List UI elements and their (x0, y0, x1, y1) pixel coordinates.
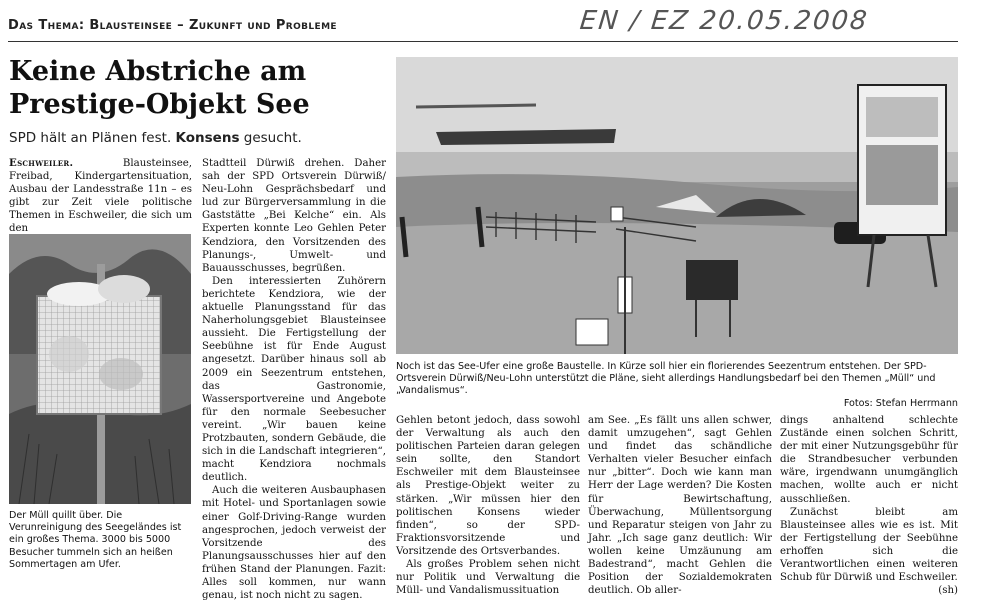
lake-construction-photo (396, 57, 958, 354)
paragraph: Den interessierten Zuhörern berichtete Kendziora, wie der aktuelle Planungsstand für das Naherholungsgebiet Blausteinsee aussieht. Die Fertigstellung der Seebühne ist für Ende August angesetzt. Darüber hinaus soll ab 2009 ein Seezentrum entstehen, das Gastronomie, Wassersportvereine und Angebote für den normale Seebesucher vereint. „Wir bauen keine Protzbauten, sondern Gebäude, die sich in die Landschaft integrieren“, macht Kendziora nochmals deutlich. (202, 275, 386, 484)
trash-basket-photo (9, 234, 191, 504)
header-rule (8, 41, 958, 42)
photo-large-caption: Noch ist das See-Ufer eine große Baustelle. In Kürze soll hier ein florierendes Seezentrum entstehen. Der SPD-Ortsverein Dürwiß/Neu-Lohn unterstützt die Pläne, sieht allerdings Handlungsbedarf bei den Themen „Müll“ und „Vandalismus“. Fotos: Stefan Herrmann (396, 361, 958, 409)
subheadline: SPD hält an Plänen fest. Konsens gesucht. (9, 130, 302, 146)
paragraph: Gehlen betont jedoch, dass sowohl der Verwaltung als auch den politischen Parteien daran gelegen sein sollte, den Standort Eschweiler mit dem Blausteinsee als Prestige-Objekt weiter zu stärken. „Wir müssen hier den politischen Konsens wieder finden“, so der SPD-Fraktionsvorsitzende und Vorsitzende des Ortsverbandes. (396, 415, 580, 557)
section-kicker: Das Thema: Blausteinsee – Zukunft und Probleme (8, 18, 337, 33)
article-column-3 (396, 414, 580, 597)
article-column-2 (202, 157, 386, 602)
article-column-5 (780, 414, 958, 597)
paragraph: Zunächst bleibt am Blausteinsee alles wie es ist. Mit der Fertigstellung der Seebühne erhoffen sich die Verantwortlichen einen weiteren Schub für Dürwiß und Eschweiler. (sh) (780, 506, 958, 597)
headline: Keine Abstriche am Prestige-Objekt See (9, 56, 310, 120)
article-column-1-intro: Eschweiler. Blausteinsee, Freibad, Kindergartensituation, Ausbau der Landesstraße 11n – es gibt zur Zeit viele politische Themen in Eschweiler, die sich um den (9, 157, 192, 235)
article-column-4 (588, 414, 772, 597)
photo-small-caption: Der Müll quillt über. Die Verunreinigung des Seegeländes ist ein großes Thema. 3000 bis 5000 Besucher tummeln sich an heißen Sommertagen am Ufer. (9, 510, 182, 570)
paragraph: am See. „Es fällt uns allen schwer, damit umzugehen“, sagt Gehlen und findet das schändliche Verhalten vieler Besucher einfach nur „bitter“. Doch wie kann man Herr der Lage werden? Die Kosten für Bewirtschaftung, Überwachung, Müllentsorgung und Reparatur steigen von Jahr zu Jahr. „Ich sage ganz deutlich: Wir wollen keine Umzäunung am Badestrand“, macht Gehlen die Position der Sozialdemokraten deutlich. Ob aller- (588, 415, 772, 597)
author-signature: (sh) (938, 585, 958, 597)
dateline: Eschweiler. (9, 157, 74, 169)
paragraph: Auch die weiteren Ausbauphasen mit Hotel- und Sportanlagen sowie einer Golf-Driving-Range wurden angesprochen, jedoch verweist der Vorsitzende des Planungsausschusses hier auf den frühen Stand der Planungen. Fazit: Alles soll kommen, nur wann genau, ist noch nicht zu sagen. (202, 485, 386, 602)
paragraph: Als großes Problem sehen nicht nur Politik und Verwaltung die Müll- und Vandalismussituation (396, 559, 580, 597)
photo-credit: Fotos: Stefan Herrmann (843, 397, 958, 409)
handwritten-date-note: EN / EZ 20.05.2008 (578, 6, 871, 36)
paragraph: Stadtteil Dürwiß drehen. Daher sah der SPD Ortsverein Dürwiß/ Neu-Lohn Gesprächsbedarf und lud zur Bürgerversammlung in die Gaststätte „Bei Kelche“ ein. Als Experten konnte Leo Gehlen Peter Kendziora, den Vorsitzenden des Planungs-, Umwelt- und Bauausschusses, begrüßen. (202, 158, 386, 274)
paragraph: dings anhaltend schlechte Zustände einen solchen Schritt, der mit einer Nutzungsgebühr für die Strandbesucher verbunden wäre, irgendwann unumgänglich machen, wollte auch er nicht ausschließen. (780, 415, 958, 505)
